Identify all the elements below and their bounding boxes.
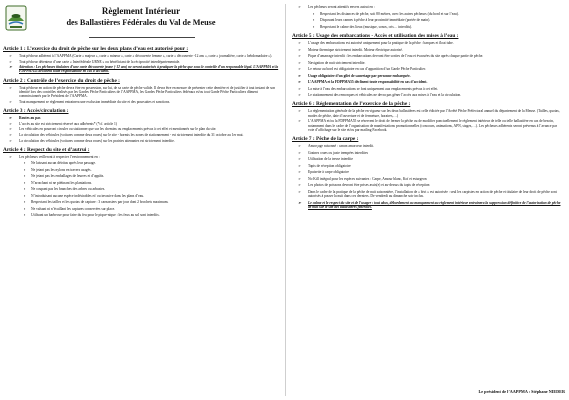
list-item: ▪ Respectant les distances de pêche, soit 80 mètres, avec les autres pêcheurs (du bord et sur l’eau).	[292, 12, 562, 16]
list-item: ▪ Ne laissant aucun détritus après leur passage.	[3, 161, 279, 165]
article-3-heading: Article 3 : Accès/circulation :	[3, 108, 69, 115]
list-item: ➢ Epuisette à carpe obligatoire	[292, 170, 562, 174]
article-3-list	[3, 116, 279, 143]
list-item: ➢ Navigation de nuit strictement interdite.	[292, 61, 562, 65]
article-1-list	[3, 54, 279, 74]
list-item: ▪ Ne jetant pas les emballages de leurres et d’appâts.	[3, 174, 279, 178]
article-7-heading: Article 7 : Pêche de la carpe :	[292, 136, 359, 143]
list-item: ➢ La mise à l’eau des embarcations se font uniquement aux emplacements prévus à cet effet.	[292, 87, 562, 91]
courtesy-sublist	[292, 12, 562, 29]
article-6-list	[292, 109, 562, 132]
list-item: ➢ No Kill intégral pour les espèces suivantes : Carpe, Amour blanc, Koï et esturgeon	[292, 177, 562, 181]
list-item: ▪ Respectant les tailles et les quotas de capture : 3 carnassiers par jour dont 2 brochets maximum.	[3, 200, 279, 204]
right-column	[292, 4, 562, 211]
article-5-list	[292, 41, 562, 97]
document-subtitle: des Ballastières Fédérales du Val de Meuse	[66, 18, 216, 27]
list-item: ➢ L’usage des embarcations est autorisé uniquement pour la pratique de la pêche : barques et float tube.	[292, 41, 562, 45]
list-item: ➢ Utilisation de la tresse interdite	[292, 157, 562, 161]
list-item: ➢ L’accès au site est strictement réservé aux adhérents* (*cf. article 1)	[3, 122, 279, 126]
list-item-warning: ➢ Attention : Les pêcheurs titulaires d’une carte découverte jeune (-12 ans) ne seront autorisés à pratiquer la pêche que sous le contrôle d’un responsable légal. L’AAPPMA et la FDPPMA55 déclinent toute responsabilité en cas d’accident.	[3, 65, 279, 74]
list-item-warning: ➢ Le calme et le respect du site et de l’usager : tout abus, débordement ou manquement au règlement intérieur entrainera la suppression définitive de l’autorisation de pêche de nuit sur le site des ballastières fédérales.	[292, 201, 562, 210]
list-item: ➢ Tout pêcheur détenteur d’une carte « Interfédérale URNE » ou bénéficiant de la réciprocité interdépartementale.	[3, 60, 279, 64]
list-item: ➢ L’AAPPMA et la FDPPMA55 déclinent toute responsabilité en cas d’accident.	[292, 80, 562, 84]
article-4-sublist	[3, 161, 279, 217]
article-6-heading: Article 6 : Réglementation de l’exercice de la pêche :	[292, 101, 411, 108]
list-item: ➢ La circulation des véhicules (voitures comme deux roues) sur les prairies attenantes est strictement interdite.	[3, 139, 279, 143]
list-item: ➢ Tout pêcheur en action de pêche devra être en possession, sur lui, de sa carte de pêche valide. Il devra être en mesure de présenter cette dernière et de justifier à tout instant de son identité lors des contrôles réalisés par les Gardes Pêche Particuliers de l’AAPPMA, les Gardes Pêche Particuliers fédéraux et/ou tout Garde Pêche Particuliers dûment commissionnés par le Président de l’AAPPMA.	[3, 86, 279, 99]
title-underline	[89, 37, 195, 38]
list-item: ▪ N’arrachant ni ne piétinant les plantations.	[3, 181, 279, 185]
list-item: ➢ Tout manquement se règlement entrainera une exclusion immédiate du site et des poursuites et sanctions.	[3, 100, 279, 104]
courtesy-list	[292, 5, 562, 9]
list-item: ➢ L’AAPPMA et/ou la FDPPMA55 se réservent le droit de fermer la pêche ou de modifier ponctuellement le règlement intérieur de telle ou telle ballastière en cas de besoin, notamment dans le cadre de l’organisation de manifestations promotionnelles (concours, animations, APN, stages,…). Les pêcheurs adhérents seront prévenus à l’avance par voie d’affichage sur le site et/ou par mailing Facebook.	[292, 119, 562, 132]
article-4-list	[3, 155, 279, 159]
list-item: ➢ La réglementation générale de la pêche en vigueur sur les deux ballastières est celle édictée par l’Arrêté Pêche Préfectoral annuel du département de la Meuse. (Tailles, quotas, modes de pêche, date d’ouverture et de fermeture, horaires,…)	[292, 109, 562, 118]
president-signature: Le président de l’AAPPMA : Stéphane NIEDER	[478, 389, 565, 394]
list-item: ➢ Tapis de réception obligatoire	[292, 164, 562, 168]
list-item: ➢ Amorçage raisonné : canon amorceur interdit.	[292, 144, 562, 148]
list-item: ➢ Tout pêcheur adhérent à l’AAPPMA (Carte « majeur », carte « mineur », carte « découverte femme », carte « découverte -12 ans », carte « journalière, carte « hebdomadaire »).	[3, 54, 279, 58]
list-item: ➢ Usage obligatoire d’un gilet de sauvetage par personne embarquée.	[292, 74, 562, 78]
article-2-list	[3, 86, 279, 104]
list-item: ▪ Respectant le calme des lieux (musique, sonos, cris… interdits).	[292, 25, 562, 29]
left-column	[3, 4, 279, 220]
list-item: ➢ Les véhicules en pourront circuler ou stationner que sur les chemins ou emplacements prévus à cet effet et mentionnés sur le plan du site.	[3, 127, 279, 131]
list-item: ➢ Routes au pas	[3, 116, 279, 120]
list-item: ➢ Le stationnement des remorques et véhicules ne devra pas gêner l’accès aux mises à l’eau et la circulation.	[292, 93, 562, 97]
list-item: ▪ Disposant leurs cannes à pêche à leur proximité immédiate (portée de main).	[292, 18, 562, 22]
list-item: ➢ Graines crues ou juste trempées interdites	[292, 151, 562, 155]
article-7-list	[292, 144, 562, 209]
list-item: ▪ Utilisant un barbecue pour faire du feu pour le pique-nique : les feux au sol sont interdits.	[3, 213, 279, 217]
article-1-heading: Article 1 : L’exercice du droit de pêche sur les deux plans d’eau est autorisé pour :	[3, 46, 189, 52]
list-item: ➢ Les photos de poissons devront être prises assis(e) et au-dessus du tapis de réception	[292, 183, 562, 187]
list-item: ▪ N’introduisant aucune espèce indésirables et/ ou invasive dans les plans d’eau.	[3, 194, 279, 198]
column-divider	[285, 4, 286, 396]
list-item: ▪ Ne coupant pas les branches des arbres ou arbustes.	[3, 187, 279, 191]
list-item: ➢ Les pêcheurs veilleront à respecter l’environnement en :	[3, 155, 279, 159]
list-item: ➢ Dans le cadre de la pratique de la pêche de nuit saisonnière, l’installation de « bivi » est autorisée : seul les carpistes en action de pêche et titulaire de leur droit de pêche sont autorisés à passer la nuit dans ces derniers. De vendredi au dimanche soir inclus.	[292, 190, 562, 199]
list-item: ➢ Moteur thermique strictement interdit. Moteur électrique autorisé.	[292, 48, 562, 52]
list-item: ➢ Le retour au bord est obligatoire en cas d’apparition d’un Garde Pêche Particulier.	[292, 67, 562, 71]
list-item: ➢ La circulation des véhicules (voitures comme deux roues) sur le site - hormis les zones de stationnement - est strictement interdite du 31 octobre au 1er mai.	[3, 133, 279, 137]
list-item: ▪ Ne valsant ni n’écaillant les captures conservées sur place.	[3, 207, 279, 211]
article-5-heading: Article 5 : Usage des embarcations - Accès et utilisation des mises à l’eau :	[292, 33, 459, 40]
document-header	[3, 4, 279, 46]
list-item: ➢ Les pêcheurs seront attentifs envers autrui en :	[292, 5, 562, 9]
document-title: Règlement Intérieur	[101, 6, 181, 16]
list-item: ➢ Pique d’amarrage interdit : les embarcations devront être sorties de l’eau et évacuées du site après chaque partie de pêche.	[292, 54, 562, 58]
article-2-heading: Article 2 : Contrôle de l’exercice du droit de pêche :	[3, 77, 120, 84]
article-4-heading: Article 4 : Respect du site et d’autrui :	[3, 146, 90, 153]
list-item: ▪ Ne jetant pas les nylons en travers usagés.	[3, 168, 279, 172]
